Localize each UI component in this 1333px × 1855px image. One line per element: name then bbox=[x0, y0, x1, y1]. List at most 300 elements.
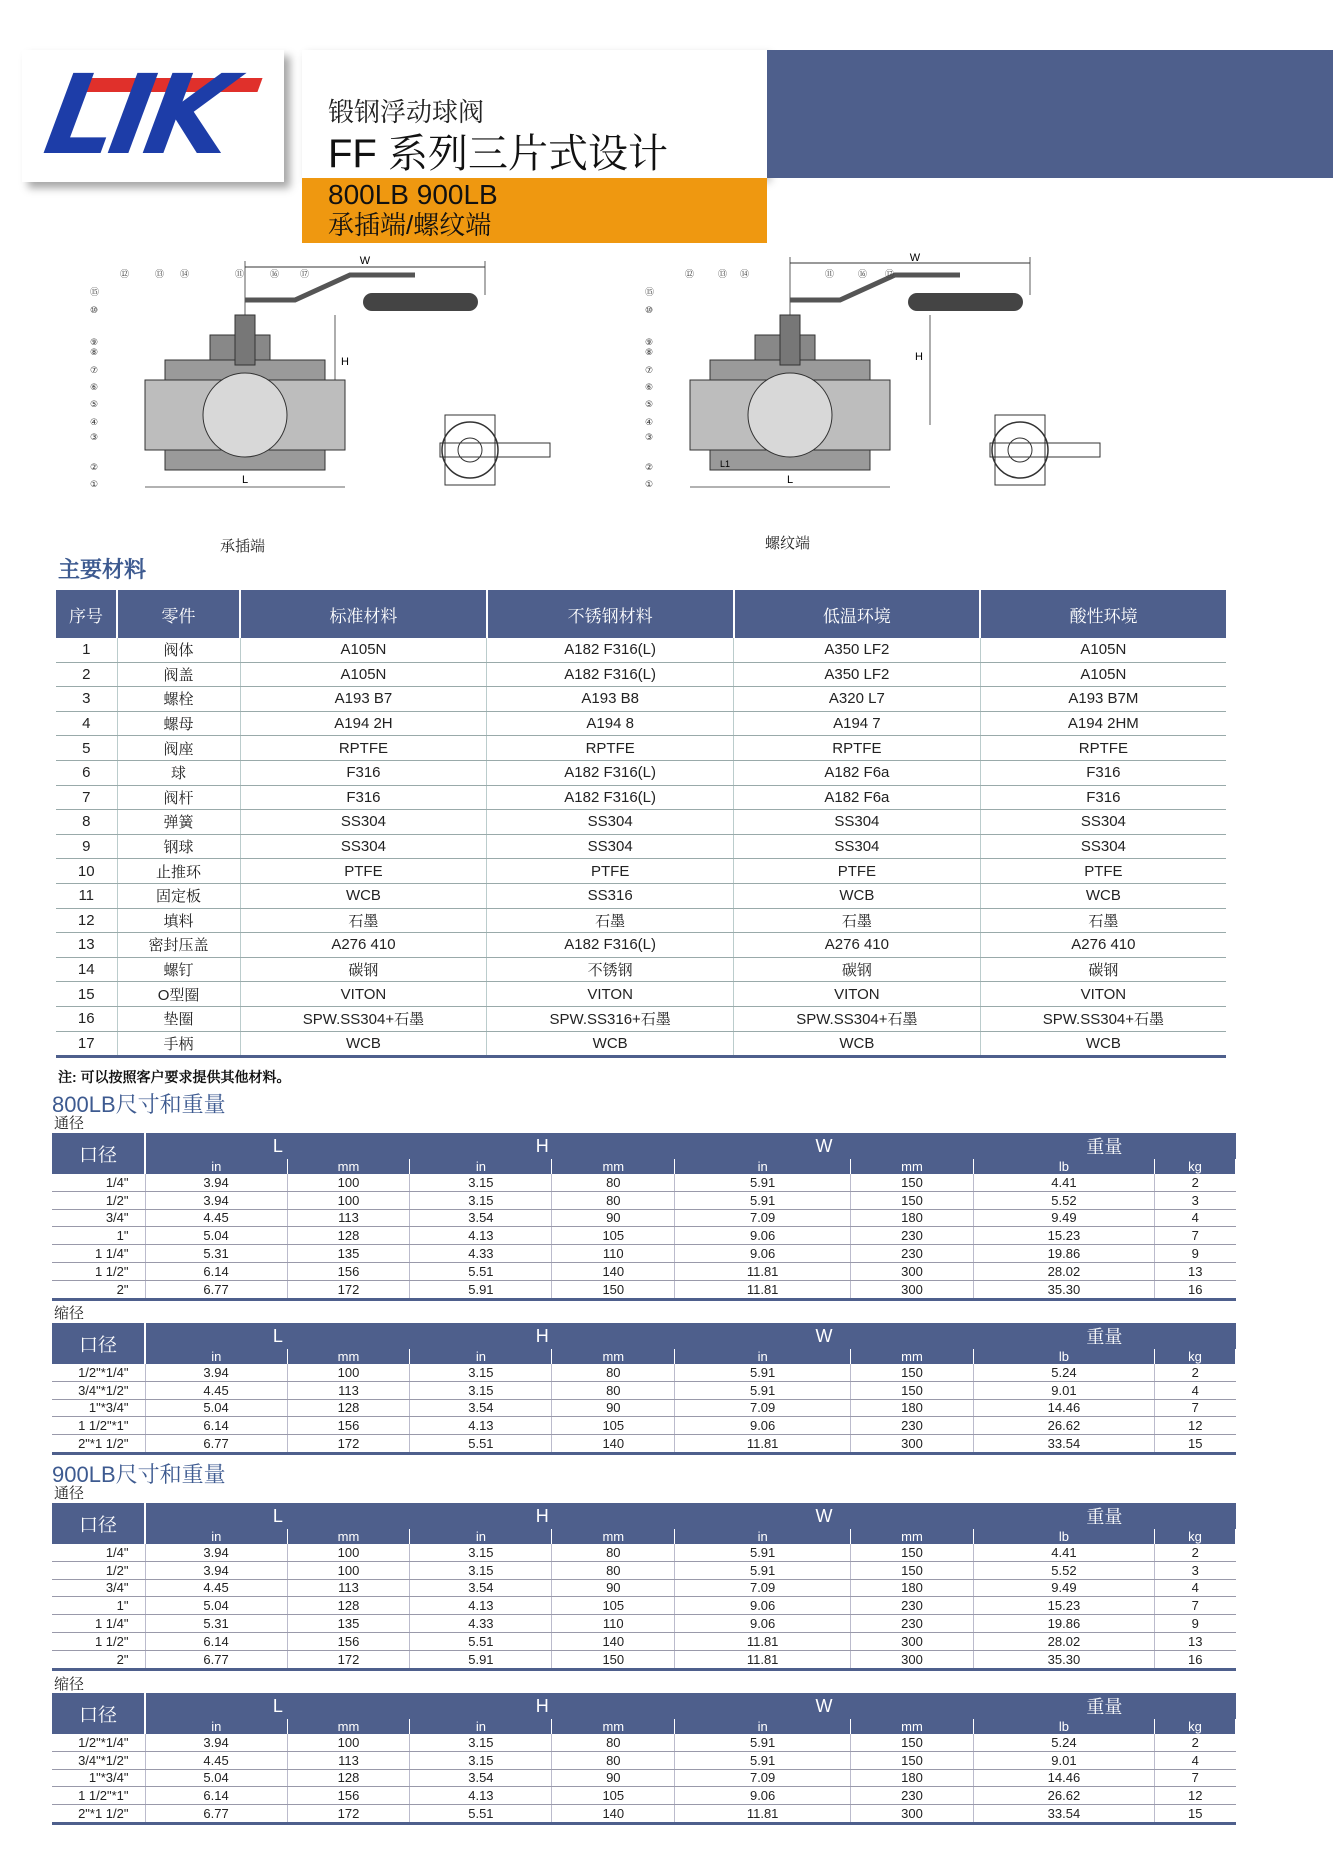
size-value-cell: 35.30 bbox=[973, 1650, 1154, 1669]
materials-cell: SS304 bbox=[980, 834, 1226, 859]
size-value-cell: 150 bbox=[851, 1381, 974, 1399]
size-value-cell: 90 bbox=[552, 1209, 675, 1227]
materials-cell: 垫圈 bbox=[117, 1006, 240, 1031]
size-value-cell: 9.49 bbox=[973, 1579, 1154, 1597]
size-value-cell: 3.15 bbox=[410, 1174, 552, 1191]
dim-w-label: W bbox=[909, 252, 921, 264]
materials-cell: SS304 bbox=[487, 810, 734, 835]
materials-cell: A193 B7 bbox=[240, 687, 487, 712]
size-header-unit: kg bbox=[1155, 1719, 1236, 1734]
size-dn-cell: 1 1/2"*1" bbox=[52, 1417, 145, 1435]
materials-cell: A194 7 bbox=[734, 711, 981, 736]
size-value-cell: 3.15 bbox=[410, 1751, 552, 1769]
size-value-cell: 110 bbox=[552, 1615, 675, 1633]
size-value-cell: 9.06 bbox=[675, 1245, 851, 1263]
size-value-cell: 5.91 bbox=[675, 1174, 851, 1191]
size-header-unit: lb bbox=[973, 1159, 1154, 1174]
size-value-cell: 6.14 bbox=[145, 1787, 287, 1805]
materials-header-cell: 零件 bbox=[117, 590, 240, 638]
size-value-cell: 230 bbox=[851, 1597, 974, 1615]
materials-cell: RPTFE bbox=[487, 736, 734, 761]
size-value-cell: 230 bbox=[851, 1245, 974, 1263]
size-value-cell: 113 bbox=[287, 1751, 410, 1769]
materials-row bbox=[56, 736, 1226, 761]
materials-row bbox=[56, 1031, 1226, 1057]
product-subtitle: 锻钢浮动球阀 bbox=[328, 97, 485, 127]
size-value-cell: 150 bbox=[851, 1751, 974, 1769]
materials-cell: 9 bbox=[56, 834, 117, 859]
size-value-cell: 4.33 bbox=[410, 1615, 552, 1633]
size-value-cell: 7 bbox=[1155, 1769, 1236, 1787]
size-value-cell: 172 bbox=[287, 1435, 410, 1454]
size-row bbox=[52, 1381, 1236, 1399]
materials-cell: A194 8 bbox=[487, 711, 734, 736]
size-header-unit: mm bbox=[552, 1159, 675, 1174]
size-header-unit: in bbox=[410, 1529, 552, 1544]
size-value-cell: 9.49 bbox=[973, 1209, 1154, 1227]
materials-cell: RPTFE bbox=[240, 736, 487, 761]
svg-text:③: ③ bbox=[645, 433, 654, 443]
size-value-cell: 100 bbox=[287, 1561, 410, 1579]
size-value-cell: 2 bbox=[1155, 1734, 1236, 1751]
size-value-cell: 100 bbox=[287, 1544, 410, 1561]
size-value-cell: 3.54 bbox=[410, 1399, 552, 1417]
materials-cell: 15 bbox=[56, 982, 117, 1007]
size-value-cell: 5.91 bbox=[675, 1734, 851, 1751]
size-dn-cell: 2" bbox=[52, 1650, 145, 1669]
svg-text:⑯: ⑯ bbox=[858, 270, 868, 280]
size-header-group: W bbox=[675, 1323, 974, 1349]
size-value-cell: 230 bbox=[851, 1615, 974, 1633]
size-value-cell: 150 bbox=[851, 1561, 974, 1579]
materials-cell: 石墨 bbox=[980, 908, 1226, 933]
size-value-cell: 3.94 bbox=[145, 1364, 287, 1381]
svg-text:②: ② bbox=[645, 463, 654, 473]
size-value-cell: 230 bbox=[851, 1787, 974, 1805]
materials-cell: SS304 bbox=[980, 810, 1226, 835]
materials-cell: A182 F6a bbox=[734, 785, 981, 810]
size-row bbox=[52, 1769, 1236, 1787]
materials-cell: SS304 bbox=[734, 810, 981, 835]
size-header-unit: mm bbox=[552, 1529, 675, 1544]
materials-cell: 4 bbox=[56, 711, 117, 736]
size-row bbox=[52, 1544, 1236, 1561]
size-value-cell: 300 bbox=[851, 1280, 974, 1299]
size-value-cell: 4.33 bbox=[410, 1245, 552, 1263]
size-value-cell: 105 bbox=[552, 1787, 675, 1805]
materials-cell: WCB bbox=[487, 1031, 734, 1057]
size-value-cell: 150 bbox=[851, 1734, 974, 1751]
size-dn-cell: 2"*1 1/2" bbox=[52, 1805, 145, 1824]
size-value-cell: 35.30 bbox=[973, 1280, 1154, 1299]
size-header-group: H bbox=[410, 1323, 675, 1349]
materials-cell: A350 LF2 bbox=[734, 662, 981, 687]
size-dn-cell: 1" bbox=[52, 1597, 145, 1615]
size-value-cell: 6.77 bbox=[145, 1280, 287, 1299]
size-header-unit: mm bbox=[851, 1159, 974, 1174]
size-header-group: L bbox=[145, 1133, 410, 1159]
size-header-group: H bbox=[410, 1133, 675, 1159]
size-header-dn: 口径 bbox=[52, 1503, 145, 1544]
size-header-dn: 口径 bbox=[52, 1693, 145, 1734]
materials-cell: A193 B8 bbox=[487, 687, 734, 712]
svg-text:⑬: ⑬ bbox=[718, 270, 728, 280]
size-value-cell: 150 bbox=[851, 1544, 974, 1561]
materials-cell: WCB bbox=[734, 883, 981, 908]
size-header-unit: in bbox=[410, 1719, 552, 1734]
size-row bbox=[52, 1734, 1236, 1751]
size-value-cell: 7 bbox=[1155, 1227, 1236, 1245]
size-value-cell: 28.02 bbox=[973, 1632, 1154, 1650]
svg-text:④: ④ bbox=[645, 418, 654, 428]
size-header-group: L bbox=[145, 1503, 410, 1529]
materials-cell: RPTFE bbox=[734, 736, 981, 761]
pressure-class: 800LB 900LB bbox=[328, 179, 498, 210]
size-row bbox=[52, 1399, 1236, 1417]
size-value-cell: 5.24 bbox=[973, 1364, 1154, 1381]
materials-cell: A276 410 bbox=[240, 933, 487, 958]
lb800-full-table bbox=[52, 1133, 1236, 1301]
materials-title: 主要材料 bbox=[58, 557, 147, 582]
size-value-cell: 150 bbox=[851, 1364, 974, 1381]
svg-text:⑯: ⑯ bbox=[270, 270, 280, 280]
product-title: FF 系列三片式设计 bbox=[328, 132, 668, 176]
size-value-cell: 3.94 bbox=[145, 1561, 287, 1579]
materials-row bbox=[56, 785, 1226, 810]
materials-header-cell: 不锈钢材料 bbox=[487, 590, 734, 638]
size-value-cell: 2 bbox=[1155, 1544, 1236, 1561]
materials-cell: PTFE bbox=[240, 859, 487, 884]
size-value-cell: 3 bbox=[1155, 1191, 1236, 1209]
materials-cell: WCB bbox=[734, 1031, 981, 1057]
materials-cell: A194 2H bbox=[240, 711, 487, 736]
size-header-group: L bbox=[145, 1693, 410, 1719]
materials-cell: A105N bbox=[980, 638, 1226, 662]
size-value-cell: 3.94 bbox=[145, 1191, 287, 1209]
size-value-cell: 6.14 bbox=[145, 1632, 287, 1650]
materials-cell: WCB bbox=[240, 883, 487, 908]
materials-cell: 钢球 bbox=[117, 834, 240, 859]
materials-note: 注: 可以按照客户要求提供其他材料。 bbox=[58, 1069, 291, 1085]
materials-row bbox=[56, 662, 1226, 687]
materials-cell: A182 F316(L) bbox=[487, 933, 734, 958]
size-row bbox=[52, 1751, 1236, 1769]
size-value-cell: 5.52 bbox=[973, 1191, 1154, 1209]
size-value-cell: 9 bbox=[1155, 1245, 1236, 1263]
size-row bbox=[52, 1262, 1236, 1280]
size-value-cell: 7 bbox=[1155, 1597, 1236, 1615]
size-value-cell: 33.54 bbox=[973, 1435, 1154, 1454]
size-value-cell: 33.54 bbox=[973, 1805, 1154, 1824]
size-value-cell: 140 bbox=[552, 1805, 675, 1824]
size-value-cell: 13 bbox=[1155, 1632, 1236, 1650]
size-value-cell: 15 bbox=[1155, 1805, 1236, 1824]
size-row bbox=[52, 1615, 1236, 1633]
svg-text:⑦: ⑦ bbox=[90, 366, 99, 376]
size-row bbox=[52, 1174, 1236, 1191]
size-header-unit: kg bbox=[1155, 1159, 1236, 1174]
size-header-unit: mm bbox=[552, 1349, 675, 1364]
svg-text:⑫: ⑫ bbox=[685, 270, 695, 280]
size-value-cell: 140 bbox=[552, 1262, 675, 1280]
size-value-cell: 230 bbox=[851, 1417, 974, 1435]
svg-text:⑪: ⑪ bbox=[825, 270, 835, 280]
size-value-cell: 12 bbox=[1155, 1787, 1236, 1805]
materials-row bbox=[56, 760, 1226, 785]
dim-l1-label: L1 bbox=[720, 459, 731, 469]
size-dn-cell: 1"*3/4" bbox=[52, 1399, 145, 1417]
materials-cell: SS304 bbox=[734, 834, 981, 859]
materials-row bbox=[56, 687, 1226, 712]
size-value-cell: 3.15 bbox=[410, 1364, 552, 1381]
size-value-cell: 9.06 bbox=[675, 1787, 851, 1805]
materials-cell: PTFE bbox=[734, 859, 981, 884]
size-value-cell: 5.51 bbox=[410, 1262, 552, 1280]
size-value-cell: 15.23 bbox=[973, 1227, 1154, 1245]
size-value-cell: 100 bbox=[287, 1191, 410, 1209]
size-value-cell: 105 bbox=[552, 1227, 675, 1245]
size-value-cell: 6.77 bbox=[145, 1435, 287, 1454]
svg-text:⑮: ⑮ bbox=[645, 288, 655, 298]
materials-cell: 16 bbox=[56, 1006, 117, 1031]
materials-cell: RPTFE bbox=[980, 736, 1226, 761]
dim-h-label: H bbox=[341, 356, 349, 368]
size-value-cell: 4.13 bbox=[410, 1597, 552, 1615]
size-value-cell: 11.81 bbox=[675, 1280, 851, 1299]
size-value-cell: 5.31 bbox=[145, 1245, 287, 1263]
materials-cell: A182 F6a bbox=[734, 760, 981, 785]
dim-l-label: L bbox=[241, 474, 249, 486]
size-value-cell: 150 bbox=[851, 1191, 974, 1209]
size-value-cell: 5.91 bbox=[675, 1751, 851, 1769]
size-value-cell: 113 bbox=[287, 1381, 410, 1399]
materials-row bbox=[56, 834, 1226, 859]
materials-cell: F316 bbox=[980, 785, 1226, 810]
materials-cell: 碳钢 bbox=[240, 957, 487, 982]
size-value-cell: 156 bbox=[287, 1262, 410, 1280]
materials-cell: SPW.SS304+石墨 bbox=[240, 1006, 487, 1031]
size-header-group: W bbox=[675, 1693, 974, 1719]
svg-text:⑫: ⑫ bbox=[120, 270, 130, 280]
threaded-caption: 螺纹端 bbox=[765, 535, 811, 552]
svg-text:③: ③ bbox=[90, 433, 99, 443]
size-value-cell: 156 bbox=[287, 1632, 410, 1650]
size-value-cell: 300 bbox=[851, 1262, 974, 1280]
size-value-cell: 5.04 bbox=[145, 1227, 287, 1245]
materials-cell: 石墨 bbox=[240, 908, 487, 933]
materials-cell: A193 B7M bbox=[980, 687, 1226, 712]
materials-cell: WCB bbox=[980, 1031, 1226, 1057]
size-value-cell: 140 bbox=[552, 1435, 675, 1454]
size-value-cell: 28.02 bbox=[973, 1262, 1154, 1280]
size-value-cell: 15 bbox=[1155, 1435, 1236, 1454]
materials-cell: 螺母 bbox=[117, 711, 240, 736]
size-value-cell: 2 bbox=[1155, 1174, 1236, 1191]
materials-cell: SPW.SS316+石墨 bbox=[487, 1006, 734, 1031]
materials-cell: SPW.SS304+石墨 bbox=[734, 1006, 981, 1031]
size-value-cell: 5.04 bbox=[145, 1769, 287, 1787]
materials-cell: 手柄 bbox=[117, 1031, 240, 1057]
size-value-cell: 3.94 bbox=[145, 1544, 287, 1561]
materials-cell: 碳钢 bbox=[980, 957, 1226, 982]
size-value-cell: 113 bbox=[287, 1579, 410, 1597]
materials-row bbox=[56, 982, 1226, 1007]
size-dn-cell: 1 1/2" bbox=[52, 1632, 145, 1650]
materials-cell: 12 bbox=[56, 908, 117, 933]
size-value-cell: 128 bbox=[287, 1227, 410, 1245]
size-value-cell: 4 bbox=[1155, 1751, 1236, 1769]
materials-cell: 球 bbox=[117, 760, 240, 785]
size-value-cell: 172 bbox=[287, 1650, 410, 1669]
size-dn-cell: 1/4" bbox=[52, 1174, 145, 1191]
size-header-unit: in bbox=[675, 1529, 851, 1544]
materials-cell: SS304 bbox=[240, 810, 487, 835]
size-value-cell: 3.15 bbox=[410, 1544, 552, 1561]
size-value-cell: 7.09 bbox=[675, 1769, 851, 1787]
end-types: 承插端/螺纹端 bbox=[328, 210, 492, 240]
svg-text:⑨: ⑨ bbox=[90, 338, 99, 348]
size-row bbox=[52, 1632, 1236, 1650]
size-value-cell: 150 bbox=[851, 1174, 974, 1191]
size-dn-cell: 1/4" bbox=[52, 1544, 145, 1561]
size-row bbox=[52, 1227, 1236, 1245]
size-value-cell: 172 bbox=[287, 1805, 410, 1824]
size-dn-cell: 1/2"*1/4" bbox=[52, 1734, 145, 1751]
svg-text:⑪: ⑪ bbox=[235, 270, 245, 280]
size-dn-cell: 1 1/4" bbox=[52, 1615, 145, 1633]
size-value-cell: 3.54 bbox=[410, 1209, 552, 1227]
lb900-reduced-label: 缩径 bbox=[54, 1676, 85, 1693]
size-value-cell: 5.04 bbox=[145, 1399, 287, 1417]
materials-cell: 石墨 bbox=[734, 908, 981, 933]
size-value-cell: 19.86 bbox=[973, 1245, 1154, 1263]
svg-text:⑥: ⑥ bbox=[90, 383, 99, 393]
size-value-cell: 172 bbox=[287, 1280, 410, 1299]
svg-text:⑦: ⑦ bbox=[645, 366, 654, 376]
lb800-reduced-table bbox=[52, 1323, 1236, 1455]
size-value-cell: 2 bbox=[1155, 1364, 1236, 1381]
materials-cell: 阀座 bbox=[117, 736, 240, 761]
size-header-group: W bbox=[675, 1133, 974, 1159]
size-value-cell: 100 bbox=[287, 1174, 410, 1191]
size-value-cell: 7.09 bbox=[675, 1209, 851, 1227]
size-value-cell: 230 bbox=[851, 1227, 974, 1245]
size-header-unit: mm bbox=[851, 1349, 974, 1364]
size-header-unit: in bbox=[145, 1529, 287, 1544]
materials-cell: VITON bbox=[487, 982, 734, 1007]
size-value-cell: 156 bbox=[287, 1787, 410, 1805]
materials-cell: A105N bbox=[980, 662, 1226, 687]
size-value-cell: 150 bbox=[552, 1280, 675, 1299]
size-header-unit: lb bbox=[973, 1529, 1154, 1544]
size-header-group: 重量 bbox=[973, 1133, 1235, 1159]
materials-row bbox=[56, 810, 1226, 835]
size-value-cell: 4 bbox=[1155, 1381, 1236, 1399]
size-value-cell: 9.01 bbox=[973, 1751, 1154, 1769]
size-value-cell: 14.46 bbox=[973, 1769, 1154, 1787]
size-header-dn: 口径 bbox=[52, 1323, 145, 1364]
size-header-group: 重量 bbox=[973, 1693, 1235, 1719]
svg-text:⑩: ⑩ bbox=[90, 306, 99, 316]
materials-cell: VITON bbox=[240, 982, 487, 1007]
size-dn-cell: 2"*1 1/2" bbox=[52, 1435, 145, 1454]
materials-cell: A182 F316(L) bbox=[487, 662, 734, 687]
materials-cell: 弹簧 bbox=[117, 810, 240, 835]
size-value-cell: 105 bbox=[552, 1417, 675, 1435]
svg-text:⑥: ⑥ bbox=[645, 383, 654, 393]
size-value-cell: 180 bbox=[851, 1769, 974, 1787]
size-value-cell: 5.51 bbox=[410, 1435, 552, 1454]
materials-cell: 填料 bbox=[117, 908, 240, 933]
size-row bbox=[52, 1245, 1236, 1263]
materials-cell: SPW.SS304+石墨 bbox=[980, 1006, 1226, 1031]
size-value-cell: 80 bbox=[552, 1734, 675, 1751]
size-value-cell: 100 bbox=[287, 1734, 410, 1751]
size-header-unit: mm bbox=[851, 1719, 974, 1734]
size-value-cell: 90 bbox=[552, 1399, 675, 1417]
size-value-cell: 11.81 bbox=[675, 1650, 851, 1669]
lb800-full-label: 通径 bbox=[54, 1115, 85, 1132]
size-value-cell: 6.77 bbox=[145, 1805, 287, 1824]
materials-cell: 阀杆 bbox=[117, 785, 240, 810]
size-value-cell: 4.45 bbox=[145, 1579, 287, 1597]
svg-text:①: ① bbox=[90, 480, 99, 490]
materials-row bbox=[56, 859, 1226, 884]
size-dn-cell: 1 1/2"*1" bbox=[52, 1787, 145, 1805]
size-value-cell: 5.04 bbox=[145, 1597, 287, 1615]
size-value-cell: 7.09 bbox=[675, 1399, 851, 1417]
size-header-unit: in bbox=[675, 1159, 851, 1174]
size-dn-cell: 3/4"*1/2" bbox=[52, 1751, 145, 1769]
materials-cell: SS304 bbox=[240, 834, 487, 859]
size-dn-cell: 3/4" bbox=[52, 1579, 145, 1597]
size-value-cell: 11.81 bbox=[675, 1632, 851, 1650]
materials-cell: A105N bbox=[240, 662, 487, 687]
size-row bbox=[52, 1650, 1236, 1669]
materials-cell: 石墨 bbox=[487, 908, 734, 933]
size-value-cell: 80 bbox=[552, 1751, 675, 1769]
size-value-cell: 3.54 bbox=[410, 1579, 552, 1597]
svg-text:⑰: ⑰ bbox=[300, 270, 310, 280]
size-value-cell: 80 bbox=[552, 1191, 675, 1209]
size-value-cell: 80 bbox=[552, 1174, 675, 1191]
size-header-unit: in bbox=[410, 1159, 552, 1174]
size-value-cell: 4.41 bbox=[973, 1174, 1154, 1191]
size-header-group: W bbox=[675, 1503, 974, 1529]
dim-w-label: W bbox=[359, 255, 371, 267]
size-value-cell: 80 bbox=[552, 1544, 675, 1561]
lb800-title: 800LB尺寸和重量 bbox=[52, 1092, 226, 1117]
size-header-unit: mm bbox=[287, 1159, 410, 1174]
size-value-cell: 4.45 bbox=[145, 1751, 287, 1769]
size-value-cell: 13 bbox=[1155, 1262, 1236, 1280]
size-value-cell: 90 bbox=[552, 1769, 675, 1787]
materials-cell: 13 bbox=[56, 933, 117, 958]
svg-text:⑭: ⑭ bbox=[740, 270, 750, 280]
size-header-unit: kg bbox=[1155, 1349, 1236, 1364]
materials-cell: A350 LF2 bbox=[734, 638, 981, 662]
size-row bbox=[52, 1191, 1236, 1209]
materials-cell: A182 F316(L) bbox=[487, 785, 734, 810]
size-header-group: 重量 bbox=[973, 1503, 1235, 1529]
materials-cell: VITON bbox=[980, 982, 1226, 1007]
size-value-cell: 3.15 bbox=[410, 1381, 552, 1399]
size-value-cell: 9 bbox=[1155, 1615, 1236, 1633]
materials-cell: PTFE bbox=[487, 859, 734, 884]
size-value-cell: 105 bbox=[552, 1597, 675, 1615]
size-row bbox=[52, 1364, 1236, 1381]
size-header-unit: in bbox=[145, 1349, 287, 1364]
